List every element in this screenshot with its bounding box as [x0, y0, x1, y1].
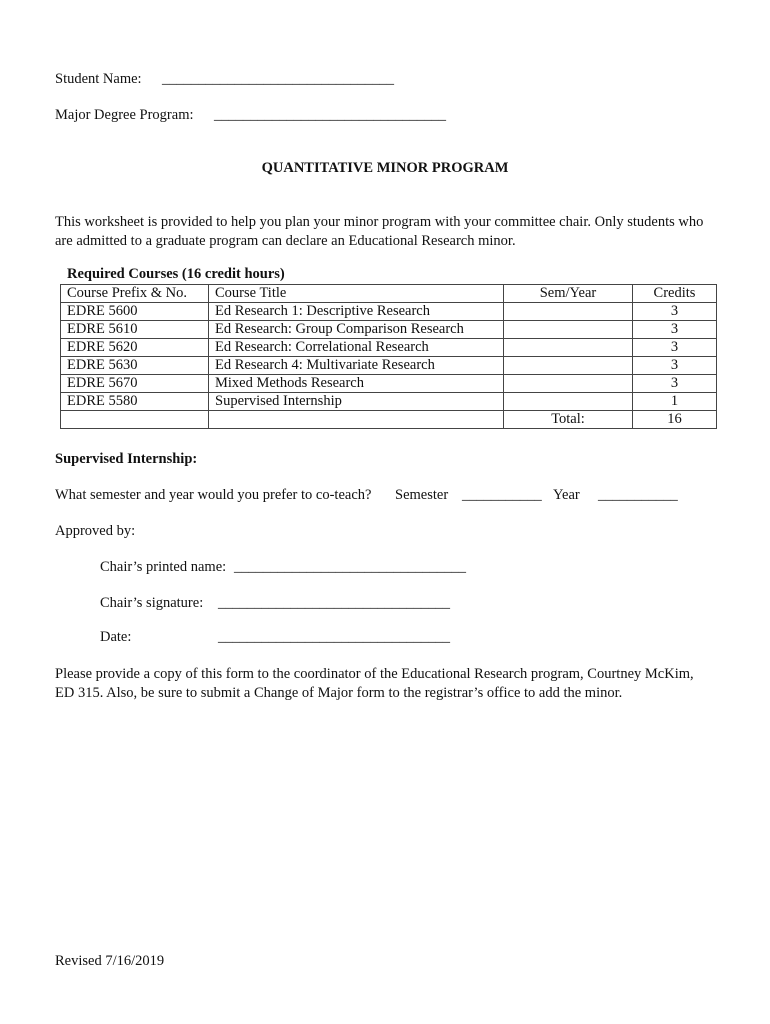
year-label: Year: [553, 487, 580, 503]
date-field[interactable]: ________________________________: [218, 629, 450, 645]
course-prefix: EDRE 5610: [61, 321, 209, 339]
course-prefix: EDRE 5670: [61, 375, 209, 393]
course-sem-year-cell[interactable]: [504, 375, 633, 393]
column-header-title: Course Title: [209, 285, 504, 303]
column-header-credits: Credits: [633, 285, 717, 303]
chair-signature-label: Chair’s signature:: [100, 595, 204, 611]
course-sem-year-cell[interactable]: [504, 321, 633, 339]
table-row: [61, 393, 717, 411]
student-name-label: Student Name:: [55, 71, 142, 87]
empty-cell: [61, 411, 209, 429]
course-prefix: EDRE 5630: [61, 357, 209, 375]
submission-instructions: Please provide a copy of this form to the coordinator of the Educational Research program, Courtney McKim, ED 315. Also, be sure to submit a Change of Major form to the registrar’s office to add the minor.: [55, 666, 694, 701]
empty-cell: [209, 411, 504, 429]
course-title: Ed Research: Group Comparison Research: [209, 321, 504, 339]
semester-field[interactable]: ___________: [462, 487, 542, 503]
table-header-row: [61, 285, 717, 303]
course-sem-year-cell[interactable]: [504, 339, 633, 357]
course-title: Ed Research 1: Descriptive Research: [209, 303, 504, 321]
revision-date: Revised 7/16/2019: [55, 953, 165, 969]
chair-printed-name-label: Chair’s printed name:: [100, 559, 227, 575]
major-program-field[interactable]: ________________________________: [214, 107, 446, 123]
table-row: [61, 375, 717, 393]
course-title: Ed Research 4: Multivariate Research: [209, 357, 504, 375]
table-row: [61, 321, 717, 339]
course-prefix: EDRE 5620: [61, 339, 209, 357]
total-credits: 16: [633, 411, 717, 429]
course-title: Supervised Internship: [209, 393, 504, 411]
course-credits: 3: [633, 357, 717, 375]
intro-paragraph: This worksheet is provided to help you plan your minor program with your committee chair. Only students who are admitted to a graduate program can declare an Educational Research minor.: [55, 214, 704, 249]
course-credits: 3: [633, 321, 717, 339]
major-program-label: Major Degree Program:: [55, 107, 194, 123]
year-field[interactable]: ___________: [598, 487, 678, 503]
student-name-field[interactable]: ________________________________: [162, 71, 394, 87]
internship-heading: Supervised Internship:: [55, 451, 198, 467]
date-label: Date:: [100, 629, 132, 645]
required-courses-heading: Required Courses (16 credit hours): [67, 266, 285, 282]
semester-label: Semester: [395, 487, 449, 503]
course-sem-year-cell[interactable]: [504, 357, 633, 375]
required-courses-table: [60, 284, 717, 429]
course-credits: 1: [633, 393, 717, 411]
co-teach-question: What semester and year would you prefer to co-teach?: [55, 487, 372, 503]
course-credits: 3: [633, 339, 717, 357]
course-title: Ed Research: Correlational Research: [209, 339, 504, 357]
total-label: Total:: [504, 411, 633, 429]
chair-signature-field[interactable]: ________________________________: [218, 595, 450, 611]
course-credits: 3: [633, 303, 717, 321]
table-row: [61, 303, 717, 321]
column-header-prefix: Course Prefix & No.: [61, 285, 209, 303]
course-prefix: EDRE 5580: [61, 393, 209, 411]
course-sem-year-cell[interactable]: [504, 303, 633, 321]
table-row: [61, 357, 717, 375]
table-row: [61, 339, 717, 357]
course-credits: 3: [633, 375, 717, 393]
column-header-sem-year: Sem/Year: [504, 285, 633, 303]
chair-printed-name-field[interactable]: ________________________________: [234, 559, 466, 575]
course-prefix: EDRE 5600: [61, 303, 209, 321]
table-total-row: [61, 411, 717, 429]
course-title: Mixed Methods Research: [209, 375, 504, 393]
page-title: QUANTITATIVE MINOR PROGRAM: [261, 160, 509, 176]
course-sem-year-cell[interactable]: [504, 393, 633, 411]
approved-by-label: Approved by:: [55, 523, 136, 539]
